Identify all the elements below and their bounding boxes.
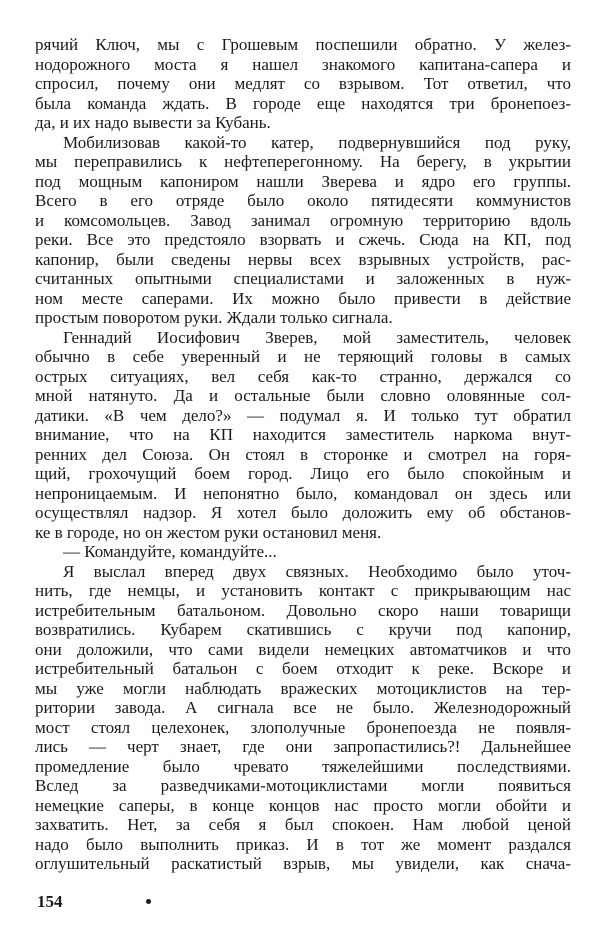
text-line: мной натянуто. Да и остальные были словно оловянные сол- [35, 386, 571, 405]
text-line: считанных опытными специалистами и заложенных в нуж- [35, 269, 571, 288]
text-line: Вслед за разведчиками-мотоциклистами могли появиться [35, 776, 571, 795]
text-line: — Командуйте, командуйте... [63, 542, 277, 561]
text-line: лись — черт знает, где они запропастились?! Дальнейшее [35, 737, 571, 756]
text-line: и комсомольцев. Завод занимал огромную территорию вдоль [35, 210, 571, 230]
text-line: немецкие саперы, в конце концов нас просто могли обойти и [35, 795, 571, 815]
text-line: ренних дел Союза. Он стоял в сторонке и смотрел на горя- [35, 444, 571, 464]
text-line: нодорожного моста я нашел знакомого капитана-сапера и [35, 54, 571, 74]
text-line: спросил, почему они медлят со взрывом. Тот ответил, что [35, 74, 571, 93]
text-line: надо было выполнить приказ. И в тот же момент раздался [35, 834, 571, 854]
text-line: ритории завода. А сигнала все не было. Железнодорожный [35, 698, 571, 717]
text-line: Я выслал вперед двух связных. Необходимо было уточ- [63, 561, 571, 581]
text-line: да, и их надо вывести за Кубань. [35, 113, 271, 132]
text-line: Всего в его отряде было около пятидесяти коммунистов [35, 191, 571, 210]
text-line: обычно в себе уверенный и не теряющий головы в самых [35, 347, 571, 366]
text-line: датики. «В чем дело?» — подумал я. И только тут обратил [35, 405, 571, 425]
text-line: под мощным капониром нашли Зверева и ядро его группы. [35, 171, 571, 191]
book-page-text [35, 35, 571, 874]
text-line: острых ситуациях, вел себя как-то странно, держался со [35, 366, 571, 386]
text-line: ном месте саперами. Их можно было привести в действие [35, 288, 571, 308]
text-line: возвратились. Кубарем скатившись с кручи под капонир, [35, 620, 571, 639]
text-line: нить, где немцы, и установить контакт с прикрывающим нас [35, 581, 571, 600]
text-line: мы уже могли наблюдать вражеских мотоциклистов на тер- [35, 678, 571, 698]
text-line: они доложили, что сами видели немецких автоматчиков и что [35, 639, 571, 659]
text-line: Мобилизовав какой-то катер, подвернувшийся под руку, [63, 132, 571, 152]
text-line: ке в городе, но он жестом руки остановил меня. [35, 522, 382, 542]
text-line: капонир, были сведены нервы всех взрывных устройств, рас- [35, 249, 571, 269]
text-line: щий, грохочущий боем город. Лицо его было спокойным и [35, 464, 571, 483]
text-line: промедление было чревато тяжелейшими последствиями. [35, 756, 571, 776]
text-line: простым поворотом руки. Ждали только сигнала. [35, 308, 393, 327]
page-number: 154 [37, 892, 63, 911]
text-line: была команда ждать. В городе еще находятся три бронепоез- [35, 93, 571, 113]
text-line: мы переправились к нефтеперегонному. На берегу, в укрытии [35, 152, 571, 171]
text-line: захватить. Нет, за себя я был спокоен. Нам любой ценой [35, 815, 571, 834]
text-line: непроницаемым. И непонятно было, командовал он здесь или [35, 483, 571, 503]
print-speck [146, 899, 151, 904]
text-line: реки. Все это предстояло взорвать и сжечь. Сюда на КП, под [35, 230, 571, 249]
text-line: истребительным батальоном. Довольно скоро наши товарищи [35, 600, 571, 620]
text-line: рячий Ключ, мы с Грошевым поспешили обратно. У желез- [35, 35, 571, 54]
text-line: внимание, что на КП находится заместитель наркома внут- [35, 425, 571, 444]
text-line: истребительный батальон с боем отходит к реке. Вскоре и [35, 659, 571, 678]
text-line: оглушительный раскатистый взрыв, мы увидели, как снача- [35, 854, 571, 873]
text-line: мост стоял целехонек, злополучные бронепоезда не появля- [35, 717, 571, 737]
text-line: осуществлял надзор. Я хотел было доложить ему об обстанов- [35, 503, 571, 522]
text-line: Геннадий Иосифович Зверев, мой заместитель, человек [63, 327, 571, 347]
